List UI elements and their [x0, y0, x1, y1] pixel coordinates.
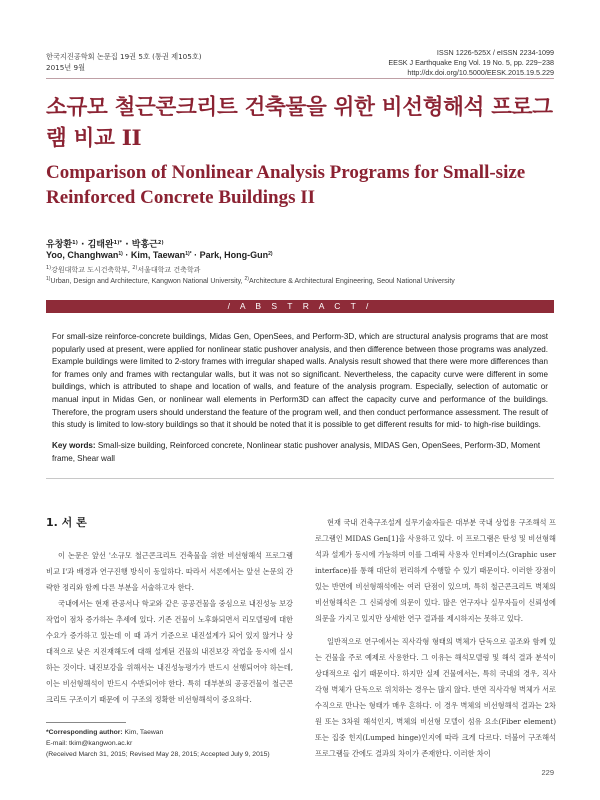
author-sup: 1) [118, 251, 123, 257]
author-name: Yoo, Changhwan [46, 250, 119, 260]
author-sup: 1) [72, 240, 78, 246]
affiliation-sup: 1) [46, 265, 52, 271]
affiliation-english [46, 276, 455, 285]
keywords-text: Small-size building, Reinforced concrete, Nonlinear static pushover analysis, MIDAS Gen, OpenSees, Perform-3D, Moment frame, Shear wall [52, 441, 541, 463]
author-separator: · [125, 240, 129, 250]
footnote [46, 728, 296, 760]
email[interactable]: E-mail: tkim@kangwon.ac.kr [46, 739, 133, 747]
abstract-text: For small-size reinforce-concrete buildings, Midas Gen, OpenSees, and Perform-3D, which are structural analysis programs that are most popularly used at present, were applied for nonlinear static pushover analysis, and then difference between those programs was analyzed. Example buildings were limited to 2-story frames with irregular shaped walls. Analysis result showed that there were more differences than for frames only and frames with rectangular walls, but it was not so significant. Nevertheless, the capacity curve were different in some buildings, which is attributed to shape and location of walls, and feature of the analysis program. Especially, selection of automatic or manual input in Midas Gen, or nonlinear wall elements in Perform3D can affect the capacity curve and performance of the buildings. Therefore, the program users should understand the feature of the program well, and then conduct performance assessment. The result of this study is limited to low-story buildings so that it should be noted that it is possible to get different results for mid- to high-rise buildings. [52, 332, 548, 430]
received-dates: (Received March 31, 2015; Revised May 28, 2015; Accepted July 9, 2015) [46, 750, 270, 758]
author-name: Kim, Taewan [130, 250, 186, 260]
affiliation-sup: 2) [132, 265, 138, 271]
affiliation-text: Architecture & Architectural Engineering, Seoul National University [248, 278, 455, 285]
author-separator: · [125, 250, 129, 260]
affiliation-text: 강원대학교 도시건축학부, [51, 266, 130, 274]
author-separator: · [194, 250, 198, 260]
body-paragraph: 현재 국내 건축구조설계 실무기술자들은 대부분 국내 상업용 구조해석 프로그램인 MIDAS Gen[1]을 사용하고 있다. 이 프로그램은 탄성 및 비선형해석과 설계가 동시에 가능하며 이를 그래픽 사용자 인터페이스(Graphic user interface)를 통해 대단히 편리하게 수행할 수 있기 때문이다. 이러한 장점이 있는 반면에 비선형해석에는 여러 단점이 있으며, 특히 철근콘크리트 벽체의 비선형해석은 그 신뢰성에 의문이 있다. 많은 연구자나 실무자들이 신뢰성에 의문을 가지고 있지만 상세한 연구 결과를 제시하지는 못하고 있다. [315, 518, 556, 623]
journal-name-ko: 한국지진공학회 논문집 19권 5호 (통권 제105호) [46, 52, 202, 61]
section-title: 1. 서 론 [46, 516, 87, 529]
title-korean: 소규모 철근콘크리트 건축물을 위한 비선형해석 프로그램 비교 II [46, 95, 553, 151]
affiliation-text: Urban, Design and Architecture, Kangwon National University, [50, 278, 243, 285]
author-sup: 1)* [113, 240, 123, 246]
author-name: 박홍근 [131, 240, 158, 250]
abstract-heading: / A B S T R A C T / [46, 300, 554, 313]
body-paragraph: 이 논문은 앞선 '소규모 철근콘크리트 건축물을 위한 비선형해석 프로그램 비교 I'과 배경과 연구진행 방식이 동일하다. 따라서 서론에서는 앞선 논문의 간략한 정리와 함께 다른 부분을 서술하고자 한다. [46, 551, 293, 592]
footnote-divider [46, 722, 126, 723]
body-paragraph: 국내에서는 현재 관공서나 학교와 같은 공공건물을 중심으로 내진성능 보강 작업이 점차 증가하는 추세에 있다. 기존 건물이 노후화되면서 리모델링에 대한 수요가 증가하고 있는데 이 때 과거 기준으로 내진설계가 되어 있지 않거나 상대적으로 낮은 지진재해도에 대해 설계된 건물의 내진보강 작업을 동시에 실시하는 것이다. 내진보강을 위해서는 내진성능평가가 반드시 선행되어야 하는데, 이는 비선형해석이 반드시 수반되어야 한다. 특히 대부분의 공공건물이 철근콘크리트 구조이기 때문에 이 구조의 정확한 비선형해석이 중요하다. [46, 599, 293, 704]
author-name: 유창환 [46, 240, 73, 250]
body-paragraph: 일반적으로 연구에서는 직사각형 형태의 벽체가 단독으로 골조와 함께 있는 건물을 주로 예제로 사용한다. 그 이유는 해석모델링 및 해석 결과 분석이 상대적으로 쉽기 때문이다. 하지만 실제 건물에서는, 특히 국내의 경우, 직사각형 벽체가 단독으로 위치하는 경우는 많지 않다. 반면 직사각형 벽체가 서로 수직으로 만나는 형태가 매우 흔하다. 이 경우 벽체의 비선형해석 결과는 2차원 또는 3차원 해석인지, 벽체의 비선형 모델이 섬유 요소(Fiber element) 또는 집중 힌지(Lumped hinge)인지에 따라 크게 다르다. 더불어 구조해석 프로그램들 간에도 결과의 차이가 존재한다. 이러한 차이 [315, 637, 556, 758]
affiliation-text: 서울대학교 건축학과 [137, 266, 201, 274]
doi-link[interactable]: http://dx.doi.org/10.5000/EESK.2015.19.5.229 [407, 68, 554, 77]
header-left [46, 52, 202, 73]
author-sup: 2) [268, 251, 273, 257]
header-right [388, 48, 554, 78]
author-sup: 2) [157, 240, 164, 246]
authors-english [46, 250, 273, 260]
authors-korean [46, 237, 164, 250]
keywords-label: Key words: [52, 441, 96, 450]
corresponding-label: *Corresponding author: [46, 729, 123, 736]
author-name: Park, Hong-Gun [199, 250, 269, 260]
issn: ISSN 1226-525X / eISSN 2234-1099 [436, 48, 554, 57]
affiliation-sup: 1) [46, 276, 51, 282]
keywords [52, 440, 548, 465]
abstract-divider [46, 478, 554, 479]
author-sup: 1)* [185, 251, 192, 257]
title-english: Comparison of Nonlinear Analysis Programs for Small-size Reinforced Concrete Buildings II [46, 162, 526, 208]
affiliation-korean [46, 265, 200, 275]
corresponding-name: Kim, Taewan [124, 729, 164, 736]
affiliation-sup: 2) [244, 276, 249, 282]
journal-name-en: EESK J Earthquake Eng Vol. 19 No. 5, pp. 229~238 [388, 58, 554, 67]
author-name: 김태완 [87, 240, 114, 250]
page-number: 229 [541, 768, 554, 777]
author-separator: · [81, 240, 85, 250]
issue-date-ko: 2015년 9월 [46, 62, 86, 72]
left-column [46, 548, 293, 708]
right-column [315, 515, 556, 762]
header-divider [46, 78, 554, 79]
